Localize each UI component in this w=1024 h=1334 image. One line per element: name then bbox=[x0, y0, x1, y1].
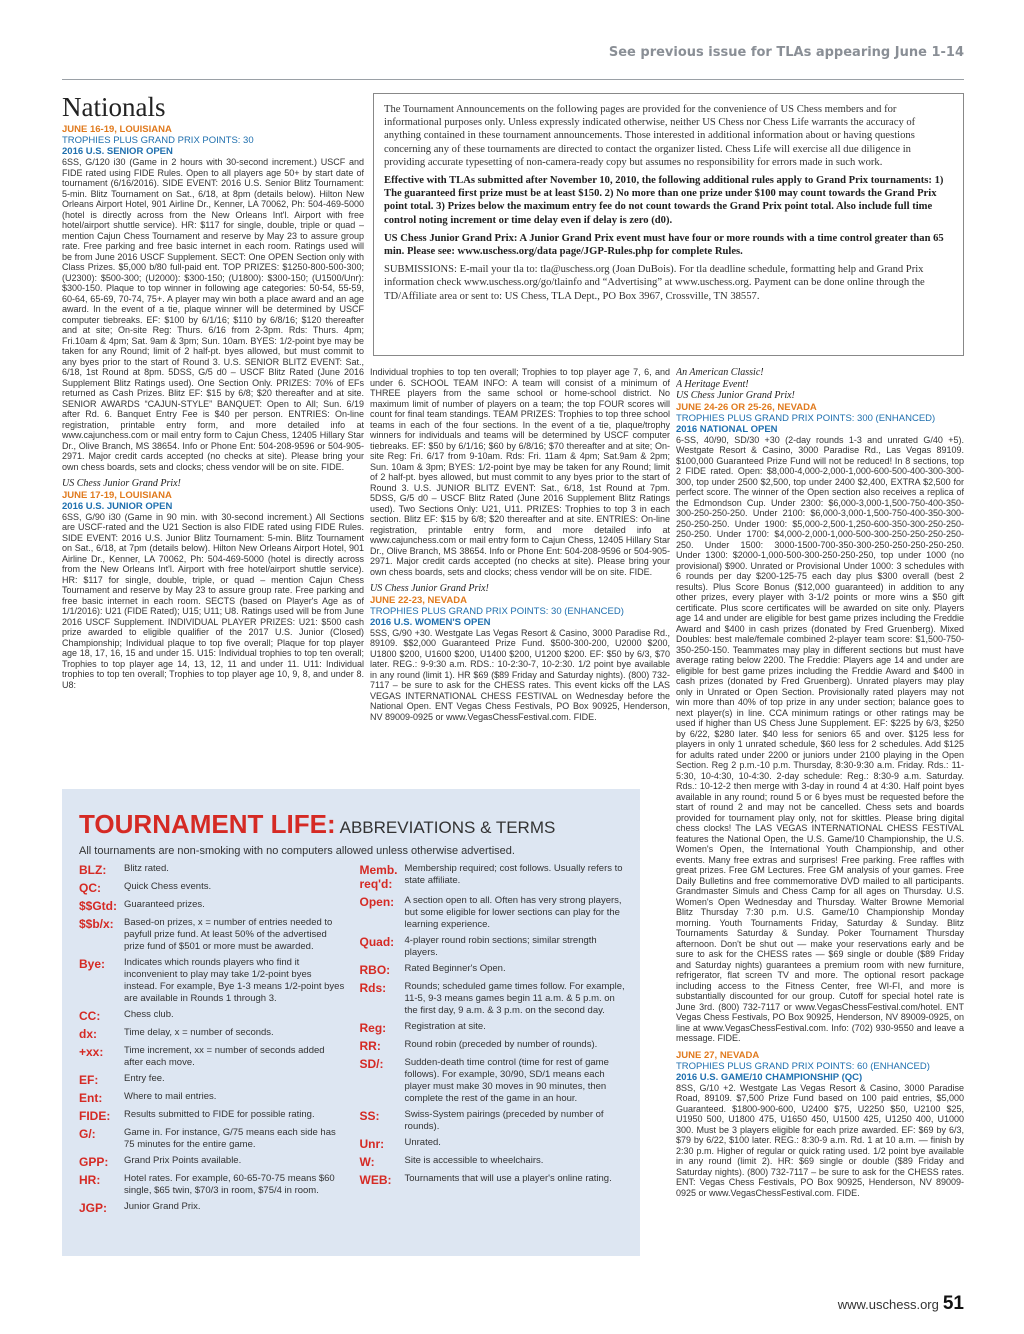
glossary-term bbox=[360, 1039, 627, 1053]
event-tag: US Chess Junior Grand Prix! bbox=[62, 478, 181, 489]
glossary-key: GPP: bbox=[79, 1155, 109, 1169]
glossary-term bbox=[79, 1173, 346, 1197]
event-name: 2016 U.S. SENIOR OPEN bbox=[62, 146, 173, 157]
glossary-key: FIDE: bbox=[79, 1109, 111, 1123]
event-name: 2016 U.S. WOMEN'S OPEN bbox=[370, 616, 491, 628]
glossary-definition: Time increment, xx = number of seconds added after each move. bbox=[124, 1045, 325, 1068]
glossary-key: QC: bbox=[79, 881, 101, 895]
glossary-key: SS: bbox=[359, 1109, 380, 1123]
glossary-key: W: bbox=[359, 1155, 375, 1169]
glossary-term bbox=[79, 1027, 346, 1041]
event-date: JUNE 17-19, LOUISIANA bbox=[62, 489, 172, 501]
glossary-term bbox=[79, 881, 346, 895]
glossary-term bbox=[79, 1009, 346, 1023]
glossary-definition: Registration at site. bbox=[404, 1021, 486, 1032]
glossary-definition: Indicates which rounds players who find it inconvenient to play may take 1/2-point byes instead. For example, Bye 1-3 means 1/2-point byes are available in Rounds 1 through 3. bbox=[124, 957, 345, 1004]
event-date: JUNE 27, NEVADA bbox=[676, 1049, 760, 1061]
notice-gp-rules: Effective with TLAs submitted after November 10, 2010, the following additional rules apply to Grand Prix tournaments: 1) The guaranteed first prize must be at least $150. 2) No more than one prize under $100 may count towards the Grand Prix point total. 3) Prizes below the maximum entry fee do not count towards the Grand Prix point total. Also include full time control noting increment or time delay even if delay is zero (d0). bbox=[384, 175, 944, 226]
glossary-definition: Round robin (preceded by number of rounds). bbox=[404, 1039, 598, 1050]
glossary-key: HR: bbox=[79, 1173, 101, 1187]
event-body: Individual trophies to top ten overall; Trophies to top player age 7, 6, and under 6. SCHOOL TEAM INFO: A team will consist of a minimum of THREE players from the same school or home-school district. No maximum limit of number of players on a team; the top FOUR scores will count for final team standings. TEAM PRIZES: Trophies to top three school teams in each of the four sections. In the event of a tie, plaque/trophy winners for individuals and teams will be determined by USCF computer tiebreaks. EF: $50 by 6/1/16; $60 by 6/8/16; $70 thereafter and at site; On-site Reg: Fri. 6/17 from 9-10am. Rds: Fri. 11am & 4pm; Sat.9am & 2pm; Sun. 10am & 3pm; BYES: 1/2-point bye may be taken for any Round; limit of 2 half-pt. byes allowed, but must commit to any byes prior to the start of Round 3. U.S. JUNIOR BLITZ EVENT: Sat., 6/18, 1st Round at 7pm. 5DSS, G/5 d0 – USCF Blitz Rated (June 2016 Supplement Blitz Ratings used). Two Sections Only: U21, U11. PRIZES: Trophies to top 3 in each section. Blitz EF: $15 by 6/8; $20 thereafter and at site. ENTRIES: On-line registration, printable entry form, and more detailed info at www.cajunchess.com or mail entry form to Cajun Chess, 12405 Hillary Star Dr., Olive Branch, MS 38654. Info or Phone Ent: 504-208-9596 or 504-905-2971. Major credit cards accepted (no checks at site). Please bring your own chess boards, sets and clocks; chess vendor will be on site. FIDE. bbox=[370, 367, 670, 577]
header-note: See previous issue for TLAs appearing June 1-14 bbox=[608, 45, 964, 60]
tla-notice-box bbox=[373, 93, 964, 356]
glossary-key: CC: bbox=[79, 1009, 101, 1023]
event-date: JUNE 16-19, LOUISIANA bbox=[62, 124, 172, 135]
glossary-term bbox=[360, 1173, 627, 1187]
glossary-term bbox=[79, 1073, 346, 1087]
glossary-box bbox=[62, 789, 640, 1256]
event-body: 6-SS, 40/90, SD/30 +30 (2-day rounds 1-3 and unrated G/40 +5). Westgate Resort & Casino, 3000 Paradise Rd., Las Vegas 89109. $100,000 Guaranteed Prize Fund will not be reduced! In 8 sections, top 2 FIDE rated. Open: $8,000-4,000-2,000-1,000-600-500-400-300-300-300, top under 2500 $2,500, top under 2400 $2,400, EXTRA $2,500 for perfect score. The winner of the Open section also receives a replica of the Edmondson Cup. Under 2300: $6,000-3,000-1,500-750-400-350-300-250-250-250. Under 2100: $6,000-3,000-1,500-750-400-350-300-250-250-250. Under 1900: $5,000-2,500-1,250-600-350-300-250-250-250-250. Under 1700: $4,000-2,000-1,000-500-300-250-250-250-250-250. Under 1500: 3000-1500-700-350-300-250-250-250-250-250. Under 1300: $2000-1,000-500-300-250-250-250, top under 1000 (no provisional) $900. Unrated or Provisional Under 1000: 3 schedules with 6 rounds per day $200-125-75 each day plus $300 overall (best 2 results). Plus Score Bonus ($12,000 guaranteed) in addition to any other prizes, every player with 3-1/2 points or more wins a $50 gift certificate. Plus score certificates will be awarded on site only. Players age 14 and under are eligible for best game prizes including the Freddie Award and $400 in cash prizes (donated by Fred Gruenberg). Mixed Doubles: best male/female combined 2-player team score: $1,500-750-350-250-150. Teammates may play in different sections but must have average rating below 2200. The Freddie: Players age 14 and under are eligible for best game prizes including the Freddie Award and $400 in cash prizes (donated by Fred Gruenberg). Unrated players may play only in Unrated or Open Section. Provisionally rated players may not win more than 40% of top prize in any under section; balance goes to next player(s) in line. CCA minimum ratings or other ratings may be used if higher than US Chess June Supplement. EF: $225 by 6/3, $250 by 6/22, $280 later. $40 less for seniors 65 and over. $125 less for players in only 1 unrated schedule, $60 less for 2 schedules. Add $125 for adults rated under 2200 or juniors under 2100 playing in the Open Section. Reg 2 p.m.-10 p.m. Thursday, 8:30-9:30 a.m. Friday. Rds.: 11-5:30, 10-4:30, 10-4:30. 2-day schedule: Reg.: 8:30-9 a.m. Saturday. Rds.: 10-12-2 then merge with 3-day in round 4 at 4:30. Half point byes available in any round; round 5 or 6 byes must be requested before the start of round 2 and may not be cancelled. Chess sets and boards provided for tournament play only, not for skittles. Please bring digital chess clocks! The LAS VEGAS INTERNATIONAL CHESS FESTIVAL features the National Open, the U.S. Game/10 Championship, the U.S. Women's Open, the International Youth Championship, and other events. Many free extras and surprises! Free parking. Free raffles with great prizes. Free GM Lectures. Free GM analysis of your games. Free Daily Bulletins and free commemorative DVD mailed to all participants. Grandmaster Simuls and Chess Camp for all ages on Thursday. U.S. Women's Open Wednesday and Thursday. Walter Browne Memorial Blitz Thursday 7:30 p.m. U.S. Game/10 Championship Monday morning. Youth Tournaments Friday, Saturday & Sunday. Blitz Tournaments Saturday & Sunday. Poker Tournament Thursday afternoon. Don't be shut out — make your reservations early and be sure to ask for the CHESS rates — $69 single or double ($89 Friday and Saturday nights) guarantees a premium room with new furniture, refrigerator, flat screen TV and more. The optional resort package including access to the Fitness Center, free WI-FI, and more is substantially discounted for our group. Cutoff for special hotel rate is June 3rd. (800) 732-7117 or www.VegasChessFestival.com/hotel. ENT Vegas Chess Festivals, PO Box 90925, Henderson, NV 89009-0925, on line at www.VegasChessFestival.com. Info: (702) 930-9550 and leave a message. FIDE. bbox=[676, 434, 964, 1043]
event-date: JUNE 24-26 OR 25-26, NEVADA bbox=[676, 401, 817, 413]
event-tag: An American Classic! bbox=[676, 367, 764, 378]
glossary-term bbox=[360, 935, 627, 959]
glossary-title-main: TOURNAMENT LIFE: bbox=[79, 809, 336, 839]
glossary-term bbox=[79, 1127, 346, 1151]
glossary-key: Reg: bbox=[359, 1021, 387, 1035]
glossary-key: G/: bbox=[79, 1127, 96, 1141]
glossary-term bbox=[79, 863, 346, 877]
glossary-definition: Game in. For instance, G/75 means each side has 75 minutes for the entire game. bbox=[124, 1127, 336, 1150]
glossary-definition: Site is accessible to wheelchairs. bbox=[404, 1155, 544, 1166]
header-rule bbox=[62, 79, 964, 80]
glossary-definition: Grand Prix Points available. bbox=[124, 1155, 242, 1166]
glossary-key: Bye: bbox=[79, 957, 106, 971]
glossary-key: dx: bbox=[79, 1027, 97, 1041]
glossary-term bbox=[79, 957, 346, 1005]
glossary-key: RBO: bbox=[359, 963, 391, 977]
glossary-title-sub: ABBREVIATIONS & TERMS bbox=[339, 818, 556, 837]
event-body: 6SS, G/120 i30 (Game in 2 hours with 30-second increment.) USCF and FIDE rated using FIDE Rules. Open to all players age 50+ by start date of tournament (6/16/2016). SIDE EVENT: 2016 U.S. Senior Blitz Tournament: 5-min. Blitz Tournament on Sat., 6/18, at 8pm (details below). Hilton New Orleans Airport Hotel, 901 Airline Dr., Kenner, LA 70062, Ph: 504-469-5000 (hotel is directly across from the New Orleans Int'l. Airport with free hotel/airport shuttle service). HR: $117 for single, double, triple or quad – mention Cajun Chess Tournament and reserve by May 23 to assure group rate. Free parking and free basic internet in each room. Ratings used will be from June 2016 USCF Supplement. SECT: One OPEN Section only with Class Prizes. $5,000 b/80 full-paid ent. TOP PRIZES: $1250-800-500-300; (U2300): $500-300; (U2000): $300-150; (U1800): $300-150; (U1500/Unr): $300-150. Plaque to top winner in following age categories: 50-54, 55-59, 60-64, 65-69, 70-74, 75+. A player may win both a place award and an age award. In the event of a tie, plaque winner will be determined by USCF computer tiebreaks. EF: $100 by 6/1/16; $110 by 6/8/16; $120 thereafter and at site; On-site Reg: Thurs. 6/16 from 2-3pm. Rds: Thurs. 4pm; Fri.10am & 4pm; Sat. 9am & 3pm; Sun. 10am. BYES: 1/2-point bye may be taken for any Round; limit of 2 half-pt. byes allowed, but must commit to any byes prior to the start of Round 3. U.S. SENIOR BLITZ EVENT: Sat., 6/18, 1st Round at 8pm. 5DSS, G/5 d0 – USCF Blitz Rated (June 2016 Supplement Blitz Ratings used). One Section Only. PRIZES: 70% of EFs returned as Cash Prizes. Blitz EF: $15 by 6/8; $20 thereafter and at site. SENIOR AWARDS “CAJUN-STYLE” BANQUET: Open to All; Sun. 6/19 after Rd. 6. Banquet Entry Fee is $40 per person. ENTRIES: On-line registration, printable entry form, and more detailed info at www.cajunchess.com or mail entry form to Cajun Chess, 12405 Hillary Star Dr., Olive Branch, MS 38654. Info or Phone Ent: 504-208-9596 or 504-905-2971. Major credit cards accepted (no checks at site). Please bring your own chess boards, sets and clocks; chess vendor will be on site. FIDE. bbox=[62, 157, 364, 472]
glossary-definition: Chess club. bbox=[124, 1009, 174, 1020]
event-name: 2016 U.S. GAME/10 CHAMPIONSHIP (QC) bbox=[676, 1071, 863, 1083]
grand-prix-points: TROPHIES PLUS GRAND PRIX POINTS: 60 (ENHANCED) bbox=[676, 1060, 930, 1072]
glossary-definition: Sudden-death time control (time for rest of game follows). For example, 30/90, SD/1 means each player must make 30 moves in 90 minutes, then complete the rest of the game in an hour. bbox=[404, 1057, 609, 1104]
glossary-definition: Unrated. bbox=[404, 1137, 441, 1148]
glossary-term bbox=[79, 1201, 346, 1215]
glossary-term bbox=[79, 1045, 346, 1069]
glossary-term bbox=[360, 1137, 627, 1151]
column-2 bbox=[370, 367, 670, 762]
event-tag: US Chess Junior Grand Prix! bbox=[370, 583, 489, 594]
glossary-key: WEB: bbox=[359, 1173, 392, 1187]
page-footer bbox=[838, 1293, 964, 1315]
glossary-definition: Results submitted to FIDE for possible rating. bbox=[124, 1109, 315, 1120]
glossary-term bbox=[79, 1109, 346, 1123]
event-body: 8SS, G/10 +2. Westgate Las Vegas Resort & Casino, 3000 Paradise Road, 89109. $7,500 Prize Fund based on 100 paid entries, $5,000 Guaranteed. $1800-900-600, U2400 $75, U2250 $50, U2100 $25, U1950 500, U1800 475, U1650 450, U1500 425, U1250 400, U1000 300. Must be 3 players eligible for each prize awarded. EF: $69 by 6/3, $79 by 6/22, $100 later. REG.: 8:30-9 a.m. Rd. 1 at 10 a.m. — finish by 2:30 p.m. Higher of regular or quick rating used. 1/2 point bye available in any round (limit 2). HR: $69 single or double ($89 Friday and Saturday nights). (800) 732-7117 – be sure to ask for the CHESS rates. ENT: Vegas Chess Festivals, PO Box 90925, Henderson, NV 89009-0925 or www.VegasChessFestival.com. FIDE. bbox=[676, 1082, 964, 1198]
event-tag: A Heritage Event! bbox=[676, 378, 749, 390]
glossary-term bbox=[79, 917, 346, 953]
column-3 bbox=[676, 367, 964, 1285]
glossary-term bbox=[79, 1091, 346, 1105]
glossary-term bbox=[360, 863, 627, 891]
glossary-definition: Quick Chess events. bbox=[124, 881, 212, 892]
glossary-definition: Swiss-System pairings (preceded by number of rounds). bbox=[404, 1109, 604, 1132]
glossary-key: Memb. req'd: bbox=[359, 863, 398, 891]
glossary-definition: Blitz rated. bbox=[124, 863, 169, 874]
notice-jgp-rules: US Chess Junior Grand Prix: A Junior Grand Prix event must have four or more rounds with a time control greater than 65 min. Please see: www.uschess.org/data page/JGP-Rules.php for complete Rules. bbox=[384, 232, 944, 258]
event-body: 5SS, G/90 +30. Westgate Las Vegas Resort & Casino, 3000 Paradise Rd., 89109. $$2,000 Guaranteed Prize Fund. $500-300-200, U2000 $200, U1800 $200, U1600 $200, U1400 $200, U1200 $200. EF: $50 by 6/3, $70 later. REG.: 9-9:30 a.m. RDS.: 10-2:30-7, 10-2:30. 1/2 point bye available in any round (limit 1). HR $69 ($89 Friday and Saturday nights). (800) 732-7117 – be sure to ask for the CHESS rates. This event kicks off the LAS VEGAS INTERNATIONAL CHESS FESTIVAL on Wednesday before the National Open. ENT Vegas Chess Festivals, PO Box 90925, Henderson, NV 89009-0925 or www.VegasChessFestival.com. FIDE. bbox=[370, 627, 670, 722]
glossary-term bbox=[360, 895, 627, 931]
glossary-term bbox=[360, 1057, 627, 1105]
glossary-term bbox=[79, 899, 346, 913]
glossary-definition: Based-on prizes, x = number of entries needed to payfull prize fund. At least 50% of the advertised prize fund of $501 or more must be awarded. bbox=[124, 917, 333, 952]
glossary-key: BLZ: bbox=[79, 863, 107, 877]
column-1 bbox=[62, 92, 364, 820]
event-date: JUNE 22-23, NEVADA bbox=[370, 594, 467, 606]
glossary-term bbox=[360, 1021, 627, 1035]
glossary-key: $$b/x: bbox=[79, 917, 114, 931]
glossary-definition: Membership required; cost follows. Usually refers to state affiliate. bbox=[404, 863, 623, 886]
section-title: Nationals bbox=[62, 92, 166, 122]
grand-prix-points: TROPHIES PLUS GRAND PRIX POINTS: 30 (ENHANCED) bbox=[370, 605, 624, 617]
glossary-key: JGP: bbox=[79, 1201, 108, 1215]
site-url: www.uschess.org bbox=[837, 1297, 939, 1312]
glossary-definition: Rounds; scheduled game times follow. For example, 11-5, 9-3 means games begin 11 a.m. & 5 p.m. on the first day, 9 a.m. & 3 p.m. on the second day. bbox=[404, 981, 625, 1016]
event-tag: US Chess Junior Grand Prix! bbox=[676, 390, 795, 401]
glossary-definition: Time delay, x = number of seconds. bbox=[124, 1027, 274, 1038]
glossary-key: SD/: bbox=[359, 1057, 384, 1071]
glossary-definition: Tournaments that will use a player's online rating. bbox=[404, 1173, 612, 1184]
glossary-term bbox=[360, 963, 627, 977]
glossary-key: Ent: bbox=[79, 1091, 103, 1105]
glossary-definition: 4-player round robin sections; similar strength players. bbox=[404, 935, 597, 958]
notice-paragraph: The Tournament Announcements on the following pages are provided for the convenience of US Chess members and for informational purposes only. Unless expressly indicated otherwise, neither US Chess nor Chess Life warrants the accuracy of anything contained in these tournament announcements. Those interested in additional information about or having questions concerning any of these tournaments are directed to contact the organizer listed. Chess Life will exercise all due diligence in providing accurate typesetting of non-camera-ready copy but assumes no responsibility for errors made in such work. bbox=[384, 104, 916, 168]
grand-prix-points: TROPHIES PLUS GRAND PRIX POINTS: 300 (ENHANCED) bbox=[676, 412, 936, 424]
glossary-key: Rds: bbox=[359, 981, 387, 995]
glossary-key: $$Gtd: bbox=[79, 899, 118, 913]
glossary-key: Quad: bbox=[359, 935, 395, 949]
glossary-title bbox=[79, 809, 626, 843]
glossary-definition: Rated Beginner's Open. bbox=[404, 963, 506, 974]
glossary-definition: Entry fee. bbox=[124, 1073, 165, 1084]
grand-prix-points: TROPHIES PLUS GRAND PRIX POINTS: 30 bbox=[62, 135, 254, 146]
glossary-term bbox=[79, 1155, 346, 1169]
glossary-key: +xx: bbox=[79, 1045, 104, 1059]
glossary-subtitle: All tournaments are non-smoking with no computers allowed unless otherwise advertised. bbox=[79, 845, 515, 857]
event-name: 2016 U.S. JUNIOR OPEN bbox=[62, 500, 173, 512]
glossary-definition: A section open to all. Often has very strong players, but some eligible for lower sections can play for the learning experience. bbox=[404, 895, 622, 930]
glossary-definition: Where to mail entries. bbox=[124, 1091, 217, 1102]
glossary-term bbox=[360, 1109, 627, 1133]
glossary-key: Unr: bbox=[359, 1137, 385, 1151]
glossary-definition: Hotel rates. For example, 60-65-70-75 means $60 single, $65 twin, $70/3 in room, $75/4 in room. bbox=[124, 1173, 335, 1196]
glossary-right-column bbox=[360, 863, 627, 1219]
glossary-left-column bbox=[79, 863, 346, 1219]
glossary-key: Open: bbox=[359, 895, 395, 909]
notice-submissions: SUBMISSIONS: E-mail your tla to: tla@uschess.org (Joan DuBois). For tla deadline schedule, formatting help and Grand Prix information check www.uschess.org/go/tlainfo and “Advertising” at www.uschess.org. Payment can be done online through the TD/Affiliate area or sent to: US Chess, TLA Dept., PO Box 3967, Crossville, TN 38557. bbox=[384, 264, 925, 302]
event-name: 2016 NATIONAL OPEN bbox=[676, 423, 778, 435]
event-body: 6SS, G/90 i30 (Game in 90 min. with 30-second increment.) All Sections are USCF-rated and the U21 Section is also FIDE rated using FIDE Rules. SIDE EVENT: 2016 U.S. Junior Blitz Tournament: 5-min. Blitz Tournament on Sat., 6/18, at 7pm (details below). Hilton New Orleans Airport Hotel, 901 Airline Dr., Kenner, LA 70062, Ph: 504-469-5000 (hotel is directly across from the New Orleans Int'l. Airport with free hotel/airport shuttle service). HR: $117 for single, double, triple, or quad – mention Cajun Chess Tournament and reserve by May 23 to assure group rate. Free parking and free basic internet in each room. SECTS (based on Player's Age as of 1/1/2016): U21 (FIDE Rated); U15; U11; U8. Ratings used will be from June 2016 USCF Supplement. INDIVIDUAL PLAYER PRIZES: U21: $500 cash prize awarded to eligible qualifier of the 2017 U.S. Junior (Closed) Championship; Individual plaque to top five overall; Plaque for top player age 18, 17, 16, 15 and under 15. U15: Individual trophies to top ten overall; Trophies to top player age 14, 13, 12, 11 and under 11. U11: Individual trophies to top ten overall; Trophies to top player age 10, 9, 8, and under 8. U8: bbox=[62, 511, 364, 690]
page-number: 51 bbox=[942, 1293, 964, 1314]
glossary-definition: Guaranteed prizes. bbox=[124, 899, 205, 910]
glossary-definition: Junior Grand Prix. bbox=[124, 1201, 201, 1212]
glossary-term bbox=[360, 981, 627, 1017]
glossary-term bbox=[360, 1155, 627, 1169]
glossary-key: RR: bbox=[359, 1039, 381, 1053]
glossary-key: EF: bbox=[79, 1073, 99, 1087]
